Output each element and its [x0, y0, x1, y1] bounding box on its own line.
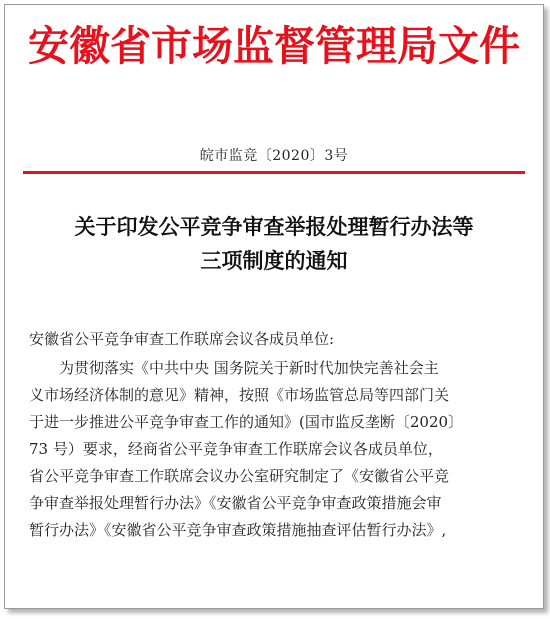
body-line: 于进一步推进公平竞争审查工作的通知》(国市监反垄断〔2020〕: [29, 413, 464, 431]
body-paragraph: [29, 355, 525, 544]
body-line: 争审查举报处理暂行办法》《安徽省公平竞争审查政策措施会审: [29, 494, 442, 512]
body-line: 义市场经济体制的意见》精神，按照《市场监管总局等四部门关: [29, 386, 450, 404]
red-divider-line: [23, 171, 525, 174]
notice-title: [5, 210, 543, 278]
document-number: 皖市监竞〔2020〕3号: [199, 148, 349, 164]
notice-title-line-1: 关于印发公平竞争审查举报处理暂行办法等: [74, 214, 474, 239]
body-line: 为贯彻落实《中共中央 国务院关于新时代加快完善社会主: [59, 359, 439, 377]
document-page: [4, 4, 544, 609]
notice-title-line-2: 三项制度的通知: [200, 248, 348, 273]
body-line: 73 号）要求，经商省公平竞争审查工作联席会议各成员单位，: [29, 440, 443, 458]
issuing-authority-header: 安徽省市场监督管理局文件: [28, 22, 520, 70]
body-line: 暂行办法》《安徽省公平竞争审查政策措施抽查评估暂行办法》,: [29, 521, 447, 539]
body-line: 省公平竞争审查工作联席会议办公室研究制定了《安徽省公平竞: [29, 467, 450, 485]
salutation: 安徽省公平竞争审查工作联席会议各成员单位:: [29, 330, 335, 348]
